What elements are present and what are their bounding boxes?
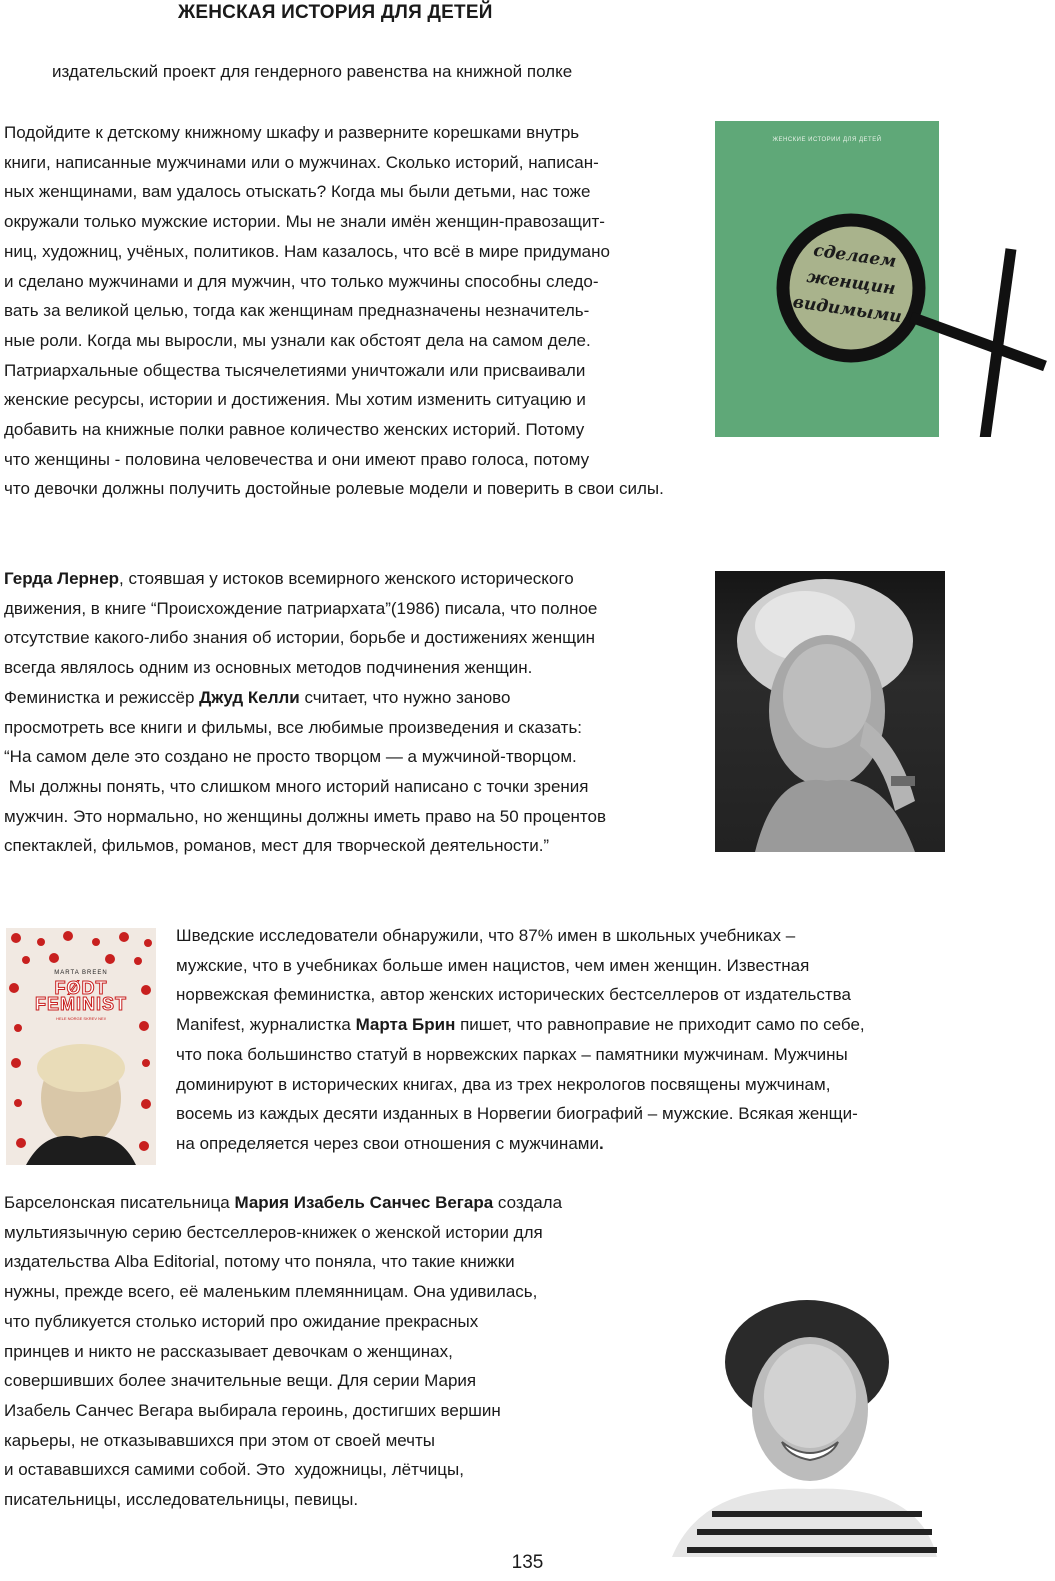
text-line: “На самом деле это создано не просто творцом — а мужчиной-творцом.	[4, 747, 577, 767]
breen-paragraph	[176, 921, 865, 1159]
text-span: , стоявшая у истоков всемирного женского исторического	[119, 569, 574, 588]
text-line: и сделано мужчинами и для мужчин, что только мужчины способны следо-	[4, 271, 599, 291]
slogan-line: сделаем	[812, 240, 898, 272]
text-line: отсутствие какого-либо знания об истории, борьбе и достижениях женщин	[4, 628, 596, 648]
text-line	[4, 564, 606, 594]
cover-title-line: FØDT	[54, 978, 108, 998]
text-span: считает, что нужно заново	[299, 687, 511, 707]
page-number: 135	[511, 1552, 544, 1573]
text-line: карьеры, не отказывавшихся при этом от своей мечты	[4, 1430, 436, 1450]
text-line: Изабель Санчес Вегара выбирала героинь, достигших вершин	[4, 1400, 501, 1420]
person-name: Марта Брин	[355, 1015, 456, 1035]
text-line: нужны, прежде всего, её маленьким племянницам. Она удивилась,	[4, 1282, 538, 1302]
text-line: окружали только мужские истории. Мы не знали имён женщин-правозащит-	[4, 212, 605, 232]
cover-title: ЖЕНСКИЕ ИСТОРИИ ДЛЯ ДЕТЕЙ	[772, 137, 882, 143]
portrait-photo	[715, 571, 945, 852]
text-line: что публикуется столько историй про ожидание прекрасных	[4, 1311, 479, 1331]
cover-pattern	[6, 928, 156, 1165]
text-line	[4, 683, 606, 713]
text-line: норвежская феминистка, автор женских исторических бестселлеров от издательства	[176, 985, 851, 1005]
text-line: издательства Alba Editorial, потому что поняла, что такие книжки	[4, 1252, 515, 1272]
text-line: совершивших более значительные вещи. Для серии Мария	[4, 1371, 477, 1391]
portrait-photo	[632, 1284, 944, 1557]
text-span: создала	[493, 1193, 563, 1212]
text-line: ные роли. Когда мы выросли, мы узнали как обстоят дела на самом деле.	[4, 330, 591, 350]
text-line: восемь из каждых десяти изданных в Норвегии биографий – мужские. Всякая женщи-	[176, 1104, 858, 1124]
text-span: .	[598, 1133, 604, 1153]
text-span: пишет, что равноправие не приходит само по себе,	[455, 1015, 865, 1035]
text-line: Подойдите к детскому книжному шкафу и разверните корешками внутрь	[4, 123, 580, 142]
text-line	[176, 1129, 865, 1159]
person-name: Мария Изабель Санчес Вегара	[234, 1193, 494, 1212]
text-line: принцев и никто не рассказывает девочкам о женщинах,	[4, 1341, 453, 1361]
text-line: ниц, художниц, учёных, политиков. Нам казалось, что всё в мире придумано	[4, 241, 610, 261]
book-cover-image	[6, 928, 156, 1165]
text-line: и остававшихся самими собой. Это художницы, лётчицы,	[4, 1460, 464, 1480]
text-line	[4, 1188, 562, 1218]
portrait-illustration	[632, 1284, 944, 1557]
text-span: Manifest, журналистка	[176, 1015, 356, 1035]
cover-author: MARTA BREEN	[54, 970, 108, 976]
text-line: мужские, что в учебниках больше имен нацистов, чем имен женщин. Известная	[176, 955, 810, 975]
cover-title	[6, 980, 156, 1012]
text-line: движения, в книге “Происхождение патриархата”(1986) писала, что полное	[4, 598, 598, 618]
lerner-paragraph	[4, 564, 606, 861]
slogan-line: видимыми	[791, 292, 904, 328]
text-line: что девочки должны получить достойные ролевые модели и поверить в свои силы.	[4, 479, 664, 499]
cover-title-line: FEMINIST	[35, 994, 127, 1014]
text-line: добавить на книжные полки равное количество женских историй. Потому	[4, 420, 585, 440]
text-line: всегда являлось одним из основных методов подчинения женщин.	[4, 658, 533, 678]
cover-slogan	[790, 236, 912, 332]
cover-subtitle: HELE NORGE SKREV NEI!	[56, 1016, 106, 1021]
person-name: Джуд Келли	[199, 687, 300, 707]
text-line: спектаклей, фильмов, романов, мест для творческой деятельности.”	[4, 836, 550, 856]
slogan-line: женщин	[805, 266, 897, 300]
text-line: Мы должны понять, что слишком много историй написано с точки зрения	[4, 776, 589, 796]
person-name: Герда Лернер	[4, 569, 120, 588]
text-line: женские ресурсы, истории и достижения. Мы хотим изменить ситуацию и	[4, 390, 586, 410]
text-span: Феминистка и режиссёр	[4, 687, 200, 707]
text-line: что пока большинство статуй в норвежских парках – памятники мужчинам. Мужчины	[176, 1044, 848, 1064]
text-line: мужчин. Это нормально, но женщины должны иметь право на 50 процентов	[4, 806, 607, 826]
text-line: книги, написанные мужчинами или о мужчинах. Сколько историй, написан-	[4, 152, 599, 172]
text-span: Барселонская писательница	[4, 1193, 235, 1212]
text-line: просмотреть все книги и фильмы, все любимые произведения и сказать:	[4, 717, 583, 737]
text-span: на определяется через свои отношения с мужчинами	[176, 1133, 599, 1153]
page-title: ЖЕНСКАЯ ИСТОРИЯ ДЛЯ ДЕТЕЙ	[178, 2, 493, 23]
text-line: вать за великой целью, тогда как женщинам предназначены незначитель-	[4, 301, 590, 321]
text-line: мультиязычную серию бестселлеров-книжек о женской истории для	[4, 1222, 543, 1242]
text-line: ных женщинами, вам удалось отыскать? Когда мы были детьми, нас тоже	[4, 182, 591, 202]
vegara-paragraph	[4, 1188, 562, 1515]
text-line	[176, 1010, 865, 1040]
text-line: Патриархальные общества тысячелетиями уничтожали или присваивали	[4, 360, 586, 380]
portrait-illustration	[715, 571, 945, 852]
text-line: писательницы, исследовательницы, певицы.	[4, 1490, 359, 1510]
text-line: что женщины - половина человечества и они имеют право голоса, потому	[4, 449, 590, 469]
text-line: доминируют в исторических книгах, два из трех некрологов посвящены мужчинам,	[176, 1074, 831, 1094]
intro-paragraph	[4, 118, 664, 504]
text-line: Шведские исследователи обнаружили, что 87% имен в школьных учебниках –	[176, 926, 796, 945]
page-subtitle: издательский проект для гендерного равенства на книжной полке	[52, 62, 573, 81]
